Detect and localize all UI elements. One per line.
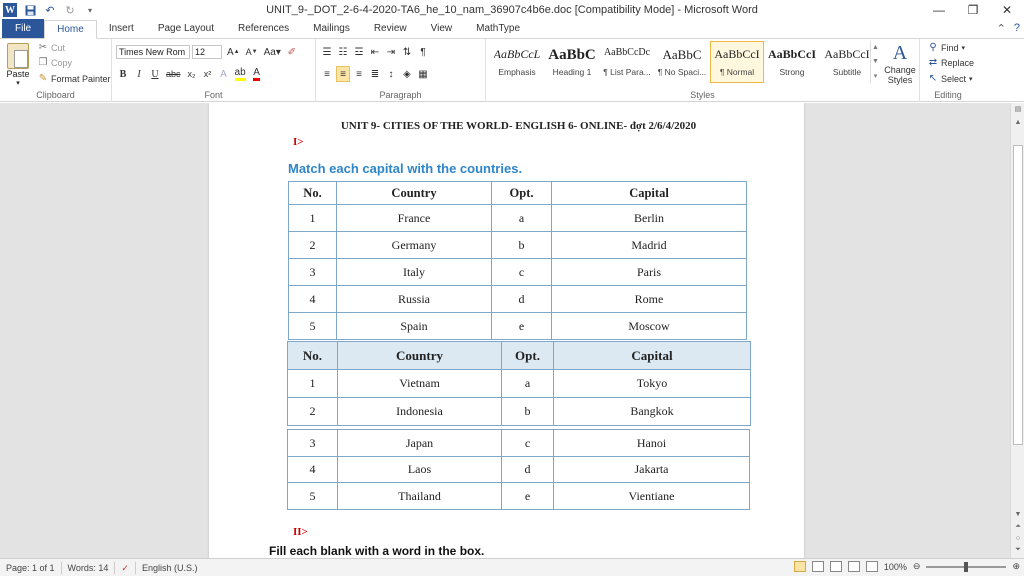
copy-icon: ❐	[38, 57, 48, 68]
bullets-icon[interactable]: ☰	[322, 46, 332, 58]
shrink-font-button[interactable]: A ▼	[245, 47, 258, 57]
chevron-up-icon[interactable]: ▲	[872, 44, 879, 52]
tab-home[interactable]: Home	[44, 20, 97, 39]
outline-view-icon[interactable]	[848, 561, 860, 572]
zoom-slider[interactable]	[926, 566, 1006, 568]
select-button[interactable]: ↖ Select ▾	[928, 73, 973, 84]
italic-button[interactable]: I	[137, 68, 141, 80]
font-group	[112, 39, 316, 102]
numbering-icon[interactable]: ☷	[338, 46, 348, 58]
zoom-out-icon[interactable]: ⊖	[912, 561, 921, 571]
table-row: 1 France a Berlin	[289, 205, 747, 232]
paragraph-group-label: Paragraph	[379, 90, 422, 100]
title-bar	[0, 0, 1024, 20]
change-styles-button[interactable]: A Change Styles	[882, 41, 918, 85]
customize-qat-icon[interactable]: ▾	[87, 5, 92, 15]
tab-mathtype[interactable]: MathType	[476, 23, 521, 34]
section-marker-2: II>	[293, 526, 308, 538]
strikethrough-button[interactable]: abc	[166, 69, 181, 79]
header-opt: Opt.	[492, 182, 552, 205]
vertical-scrollbar[interactable]	[1010, 103, 1024, 558]
document-page[interactable]	[209, 103, 804, 558]
copy-button[interactable]: ❐ Copy	[38, 57, 73, 68]
next-page-icon[interactable]: ⏷	[1015, 546, 1021, 553]
paste-icon	[7, 43, 29, 69]
undo-icon[interactable]: ↶	[45, 4, 55, 17]
tab-page-layout[interactable]: Page Layout	[157, 23, 214, 34]
bold-button[interactable]: B	[119, 68, 127, 80]
table-row: 5 Spain e Moscow	[289, 313, 747, 340]
minimize-button[interactable]: —	[933, 3, 945, 17]
page-count[interactable]: Page: 1 of 1	[0, 562, 62, 574]
web-layout-view-icon[interactable]	[830, 561, 842, 572]
style-heading-1[interactable]: AaBbC Heading 1	[548, 47, 596, 77]
font-group-label: Font	[204, 90, 223, 100]
tab-references[interactable]: References	[238, 23, 290, 34]
tab-insert[interactable]: Insert	[108, 23, 134, 34]
font-color-icon[interactable]: A	[250, 66, 264, 82]
font-name-box[interactable]: Times New Rom	[116, 45, 190, 59]
style-subtitle[interactable]: AaBbCcI Subtitle	[824, 47, 870, 77]
instruction-match: Match each capital with the countries.	[288, 161, 523, 176]
scroll-down-arrow[interactable]: ▼	[1014, 511, 1022, 518]
underline-button[interactable]: U	[151, 68, 159, 80]
multilevel-list-icon[interactable]: ☲	[354, 46, 364, 58]
tab-mailings[interactable]: Mailings	[313, 23, 350, 34]
document-area[interactable]	[0, 103, 1010, 558]
table-row: 4 Russia d Rome	[289, 286, 747, 313]
capitals-table-3	[287, 429, 750, 510]
capitals-table-2	[287, 341, 751, 426]
pilcrow-icon[interactable]: ¶	[420, 46, 426, 58]
instruction-fill: Fill each blank with a word in the box.	[269, 544, 485, 558]
zoom-level[interactable]: 100%	[883, 561, 907, 572]
ruler-toggle-icon[interactable]: ▤	[1014, 106, 1022, 113]
chevron-down-icon: ▾	[969, 75, 973, 83]
styles-gallery-scroll[interactable]	[870, 41, 880, 83]
sort-icon[interactable]: ⇅	[402, 46, 412, 58]
tab-file[interactable]: File	[2, 19, 44, 38]
tab-view[interactable]: View	[430, 23, 453, 34]
tab-review[interactable]: Review	[373, 23, 407, 34]
word-count[interactable]: Words: 14	[62, 562, 116, 574]
document-header: UNIT 9- CITIES OF THE WORLD- ENGLISH 6- ONLINE- đợt 2/6/4/2020	[340, 120, 697, 132]
browse-object-icon[interactable]: ○	[1015, 535, 1021, 542]
cursor-icon: ↖	[928, 73, 938, 84]
capitals-table-1	[288, 181, 747, 340]
table-row: 2 Indonesia b Bangkok	[288, 398, 751, 426]
header-country: Country	[338, 342, 502, 370]
table-header-row	[288, 342, 751, 370]
table-row: 4 Laos d Jakarta	[288, 457, 750, 483]
replace-icon: ⇄	[928, 57, 938, 68]
header-capital: Capital	[554, 342, 751, 370]
paste-button[interactable]: Paste ▾	[4, 43, 32, 87]
shading-icon[interactable]: ◈	[403, 68, 411, 80]
brush-icon: ✎	[38, 73, 48, 84]
justify-icon[interactable]: ≣	[370, 68, 380, 80]
chevron-down-icon[interactable]: ▼	[872, 57, 879, 65]
window-title: UNIT_9-_DOT_2-6-4-2020-TA6_he_10_nam_36907c4b6e.doc [Compatibility Mode] - Microsoft Word	[266, 4, 758, 16]
draft-view-icon[interactable]	[866, 561, 878, 572]
previous-page-icon[interactable]: ⏶	[1015, 523, 1021, 530]
editing-group-label: Editing	[934, 90, 962, 100]
font-size-box[interactable]: 12	[192, 45, 222, 59]
table-row: 1 Vietnam a Tokyo	[288, 370, 751, 398]
change-case-button[interactable]: Aa▾	[263, 46, 281, 58]
clear-formatting-icon[interactable]: ✐	[287, 46, 297, 58]
word-app-icon[interactable]: W	[5, 4, 15, 16]
chevron-down-icon: ▾	[961, 44, 966, 52]
ribbon	[0, 39, 1024, 102]
superscript-button[interactable]: x²	[203, 69, 212, 79]
table-row: 5 Thailand e Vientiane	[288, 483, 750, 510]
minimize-ribbon-icon[interactable]: ⌃	[996, 23, 1006, 35]
style-strong[interactable]: AaBbCcI Strong	[767, 47, 816, 77]
status-bar	[0, 558, 1024, 576]
table-row: 3 Japan c Hanoi	[288, 430, 750, 457]
style-no-spacing[interactable]: AaBbC ¶ No Spaci...	[657, 47, 707, 77]
borders-icon[interactable]: ▦	[418, 68, 428, 80]
scissors-icon: ✂	[38, 42, 48, 53]
section-marker-1: I>	[293, 136, 304, 148]
replace-button[interactable]: ⇄ Replace	[928, 57, 975, 68]
scroll-up-arrow[interactable]: ▲	[1014, 119, 1022, 126]
help-icon[interactable]: ?	[1013, 22, 1020, 34]
scrollbar-thumb[interactable]	[1013, 145, 1023, 445]
highlight-icon[interactable]: ab	[233, 66, 248, 82]
styles-gallery	[490, 41, 880, 87]
line-spacing-icon[interactable]: ↕	[388, 68, 394, 80]
clipboard-group	[0, 39, 112, 102]
styles-group-label: Styles	[690, 90, 715, 100]
format-painter-button[interactable]: ✎ Format Painter	[38, 73, 111, 84]
table-row: 3 Italy c Paris	[289, 259, 747, 286]
close-button[interactable]: ✕	[1001, 3, 1013, 17]
align-center-icon[interactable]: ≡	[336, 66, 350, 82]
change-styles-icon: A	[892, 42, 908, 64]
maximize-button[interactable]: ❐	[967, 3, 979, 17]
find-button[interactable]: ⚲ Find ▾	[929, 42, 966, 53]
header-country: Country	[337, 182, 492, 205]
align-right-icon[interactable]: ≡	[356, 68, 362, 80]
more-styles-icon[interactable]: ▾	[873, 72, 878, 80]
align-left-icon[interactable]: ≡	[324, 68, 330, 80]
chevron-down-icon: ▾	[16, 80, 20, 87]
header-no: No.	[288, 342, 338, 370]
subscript-button[interactable]: x₂	[187, 69, 196, 79]
clipboard-group-label: Clipboard	[36, 90, 75, 100]
style-normal[interactable]: AaBbCcI ¶ Normal	[710, 41, 764, 83]
ribbon-tabs	[0, 20, 1024, 39]
zoom-in-icon[interactable]: ⊕	[1012, 561, 1020, 571]
language-indicator[interactable]: English (U.S.)	[141, 562, 198, 573]
binoculars-icon: ⚲	[929, 42, 937, 53]
redo-icon[interactable]: ↻	[65, 4, 75, 17]
paragraph-group	[316, 39, 486, 102]
style-emphasis[interactable]: AaBbCcL Emphasis	[493, 47, 541, 77]
full-screen-view-icon[interactable]	[812, 561, 824, 572]
header-capital: Capital	[552, 182, 747, 205]
print-layout-view-icon[interactable]	[794, 561, 806, 572]
header-no: No.	[289, 182, 337, 205]
proofing-icon[interactable]: ✓	[115, 562, 136, 574]
header-opt: Opt.	[502, 342, 554, 370]
decrease-indent-icon[interactable]: ⇤	[370, 46, 380, 58]
style-list-paragraph[interactable]: AaBbCcDc ¶ List Para...	[603, 47, 651, 77]
save-icon[interactable]	[23, 3, 37, 17]
quick-access-toolbar	[0, 3, 97, 17]
zoom-slider-thumb[interactable]	[964, 562, 968, 572]
table-row: 2 Germany b Madrid	[289, 232, 747, 259]
increase-indent-icon[interactable]: ⇥	[386, 46, 396, 58]
cut-button[interactable]: ✂ Cut	[38, 42, 66, 53]
text-effects-icon[interactable]: A	[220, 68, 227, 80]
table-header-row	[289, 182, 747, 205]
grow-font-button[interactable]: A ▲	[227, 46, 240, 58]
